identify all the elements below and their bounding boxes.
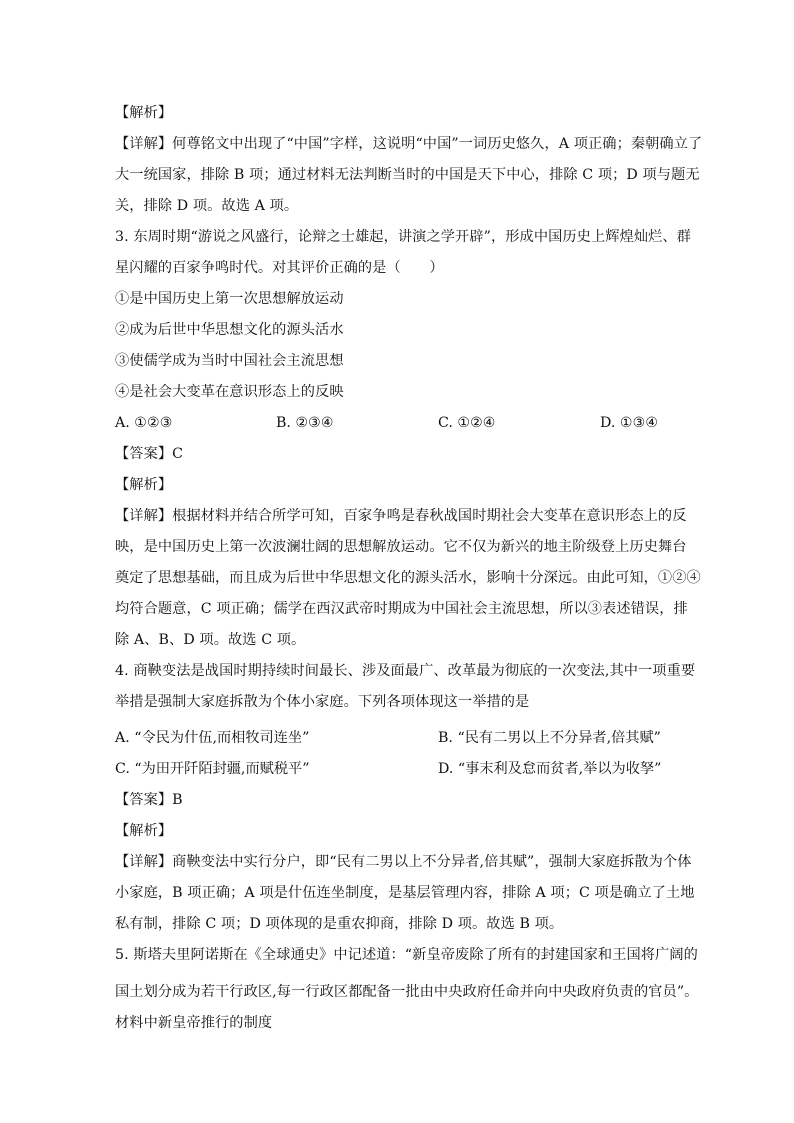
q2-detail-line-3: 关，排除 D 项。故选 A 项。: [115, 198, 299, 214]
q3-option-b: B. ②③④: [276, 415, 334, 431]
q3-detail-line-1: 【详解】根据材料并结合所学可知，百家争鸣是春秋战国时期社会大变革在意识形态上的反: [115, 508, 687, 524]
q4-option-b: B. “民有二男以上不分异者,倍其赋”: [438, 730, 661, 746]
q2-detail-line-2: 大一统国家，排除 B 项；通过材料无法判断当时的中国是天下中心，排除 C 项；D 项与题无: [115, 167, 700, 183]
q4-option-a: A. “令民为什伍,而相牧司连坐”: [115, 730, 310, 746]
q5-stem-line-3: 材料中新皇帝推行的制度: [115, 1015, 273, 1031]
q3-option-d: D. ①③④: [600, 415, 659, 431]
q3-stem-line-2: 星闪耀的百家争鸣时代。对其评价正确的是（ ）: [115, 260, 444, 276]
q3-detail-line-3: 奠定了思想基础，而且成为后世中华思想文化的源头活水，影响十分深远。由此可知，①②④: [115, 570, 701, 586]
q3-stem-line-1: 3. 东周时期“游说之风盛行，论辩之士雄起，讲演之学开辟”，形成中国历史上辉煌灿烂、群: [115, 229, 691, 245]
q3-statement-3: ③使儒学成为当时中国社会主流思想: [115, 353, 344, 369]
q3-statement-4: ④是社会大变革在意识形态上的反映: [115, 384, 344, 400]
q4-stem-line-2: 举措是强制大家庭拆散为个体小家庭。下列各项体现这一举措的是: [115, 694, 530, 710]
q4-option-d: D. “事末利及怠而贫者,举以为收孥”: [438, 761, 662, 777]
q4-detail-line-3: 私有制，排除 C 项；D 项体现的是重农抑商，排除 D 项。故选 B 项。: [115, 916, 564, 932]
q3-statement-2: ②成为后世中华思想文化的源头活水: [115, 322, 344, 338]
q5-stem-line-1: 5. 斯塔夫里阿诺斯在《全球通史》中记述道：“新皇帝废除了所有的封建国家和王国将广阔的: [115, 947, 698, 963]
q4-analysis-heading: 【解析】: [115, 823, 173, 839]
q4-option-c: C. “为田开阡陌封疆,而赋税平”: [115, 761, 310, 777]
q3-detail-line-4: 均符合题意，C 项正确；儒学在西汉武帝时期成为中国社会主流思想，所以③表述错误，排: [115, 601, 688, 617]
q3-option-c: C. ①②④: [438, 415, 496, 431]
q5-stem-line-2: 国土划分成为若干行政区,每一行政区都配备一批由中央政府任命并向中央政府负责的官员”。: [115, 984, 699, 1000]
q3-detail-line-2: 映，是中国历史上第一次波澜壮阔的思想解放运动。它不仅为新兴的地主阶级登上历史舞台: [115, 539, 687, 555]
q3-option-a: A. ①②③: [115, 415, 173, 431]
q3-detail-line-5: 除 A、B、D 项。故选 C 项。: [115, 632, 306, 648]
q4-stem-line-1: 4. 商鞅变法是战国时期持续时间最长、涉及面最广、改革最为彻底的一次变法,其中一项重要: [115, 663, 696, 679]
q2-detail-line-1: 【详解】何尊铭文中出现了“中国”字样，这说明“中国”一词历史悠久，A 项正确；秦朝确立了: [115, 136, 703, 152]
q3-statement-1: ①是中国历史上第一次思想解放运动: [115, 291, 344, 307]
q4-detail-line-2: 小家庭，B 项正确；A 项是什伍连坐制度，是基层管理内容，排除 A 项；C 项是确立了土地: [115, 885, 695, 901]
analysis-heading: 【解析】: [115, 105, 173, 121]
q4-detail-line-1: 【详解】商鞅变法中实行分户，即“民有二男以上不分异者,倍其赋”，强制大家庭拆散为个体: [115, 854, 692, 870]
q4-answer: 【答案】B: [115, 792, 183, 808]
q3-analysis-heading: 【解析】: [115, 477, 173, 493]
q3-answer: 【答案】C: [115, 446, 184, 462]
